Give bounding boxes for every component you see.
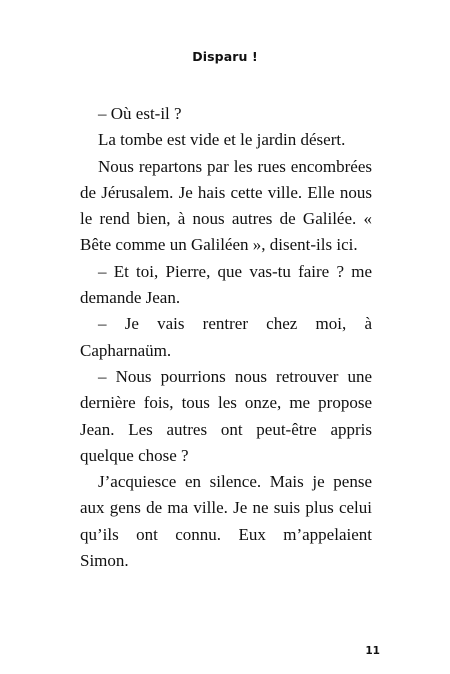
paragraph: La tombe est vide et le jardin désert. [98, 130, 346, 150]
paragraph: – Nous pourrions nous retrouver une dernière fois, tous les onze, me propose Jean. Les autres ont peut-être appris quelque chose ? [80, 366, 372, 465]
paragraph: J’acquiesce en silence. Mais je pense aux gens de ma ville. Je ne suis plus celui qu’ils ont connu. Eux m’appelaient Simon. [80, 472, 372, 571]
page-number: 11 [365, 645, 380, 657]
paragraph: – Où est-il ? [98, 104, 182, 123]
paragraph: Nous repartons par les rues encombrées de Jérusalem. Je hais cette ville. Elle nous le rend bien, à nous autres de Galilée. « Bête comme un Galiléen », disent-ils ici. [80, 156, 372, 255]
paragraph: – Je vais rentrer chez moi, à Capharnaüm. [80, 314, 372, 360]
running-head: Disparu ! [192, 49, 258, 64]
paragraph: – Et toi, Pierre, que vas-tu faire ? me demande Jean. [80, 261, 372, 308]
chapter-text [80, 101, 372, 574]
